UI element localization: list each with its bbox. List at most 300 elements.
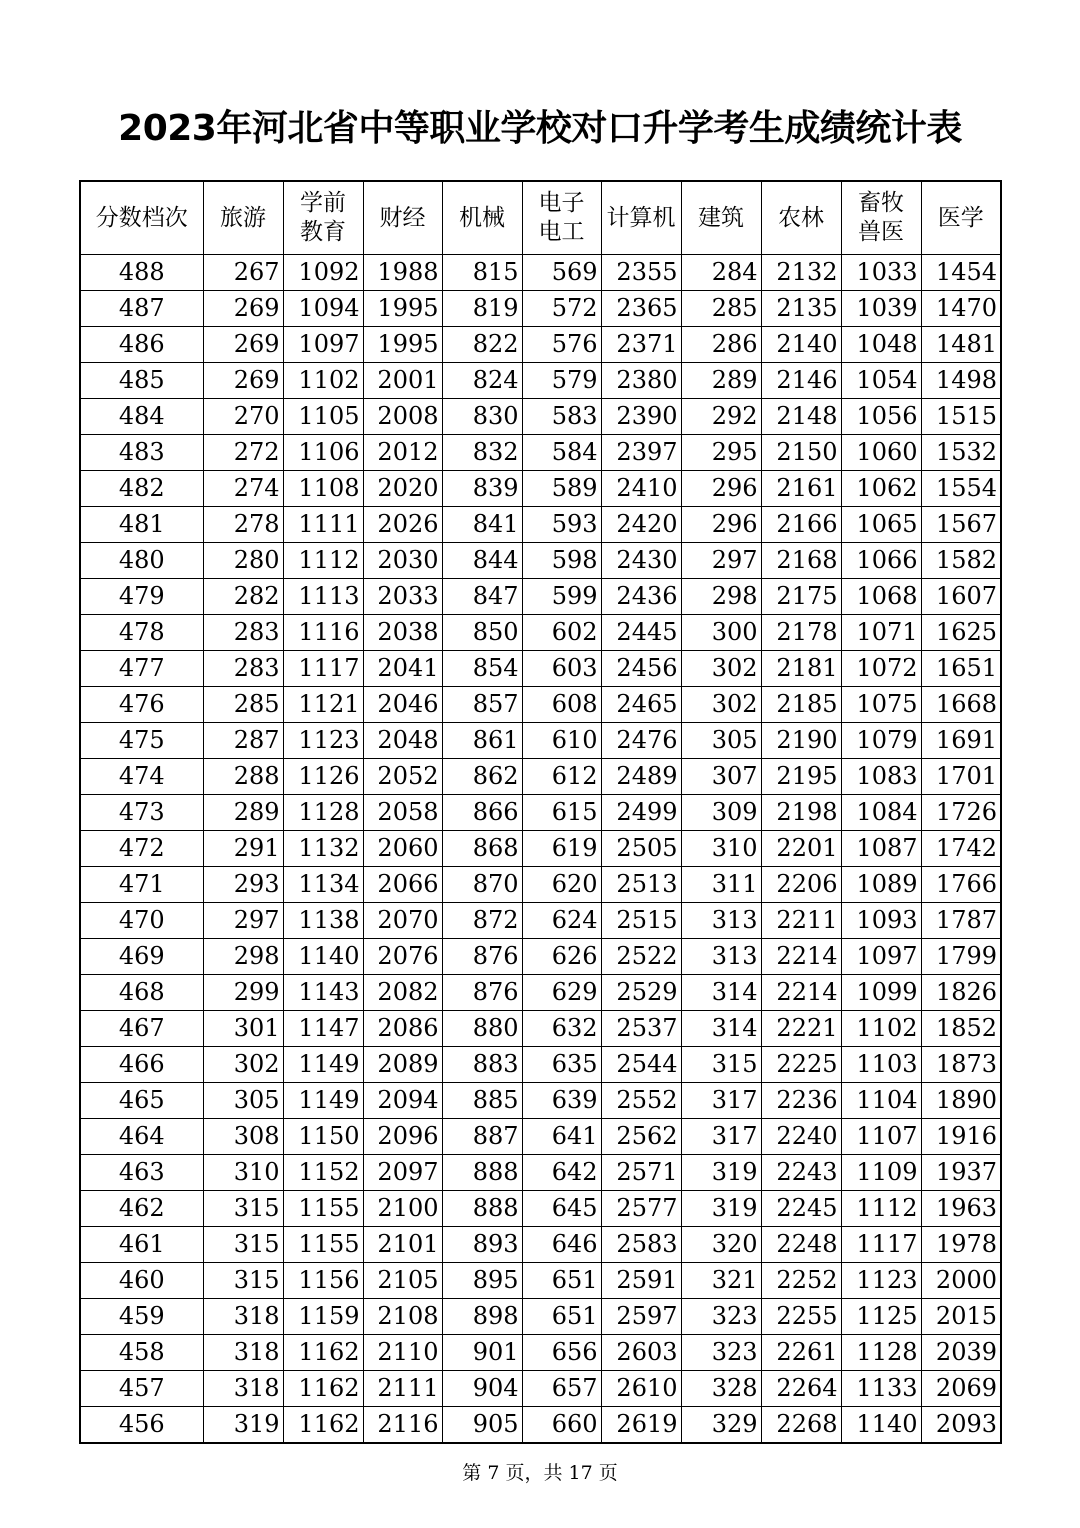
column-header-label: 机械 bbox=[459, 204, 505, 231]
table-row bbox=[80, 939, 1001, 975]
table-cell: 2597 bbox=[601, 1299, 681, 1335]
table-cell: 1117 bbox=[841, 1227, 921, 1263]
table-cell: 2195 bbox=[761, 759, 841, 795]
table-cell: 2140 bbox=[761, 327, 841, 363]
table-cell: 1123 bbox=[283, 723, 363, 759]
column-header bbox=[761, 181, 841, 255]
score-level-cell: 483 bbox=[80, 435, 203, 471]
table-cell: 1099 bbox=[841, 975, 921, 1011]
table-cell: 2097 bbox=[363, 1155, 442, 1191]
table-cell: 1089 bbox=[841, 867, 921, 903]
table-cell: 2039 bbox=[921, 1335, 1001, 1371]
table-body bbox=[80, 255, 1001, 1444]
table-cell: 2093 bbox=[921, 1407, 1001, 1444]
table-row bbox=[80, 1119, 1001, 1155]
table-cell: 569 bbox=[522, 255, 601, 291]
table-cell: 2544 bbox=[601, 1047, 681, 1083]
table-cell: 272 bbox=[203, 435, 283, 471]
table-cell: 296 bbox=[681, 507, 761, 543]
table-row bbox=[80, 1335, 1001, 1371]
table-cell: 1097 bbox=[283, 327, 363, 363]
table-cell: 2089 bbox=[363, 1047, 442, 1083]
table-cell: 660 bbox=[522, 1407, 601, 1444]
table-cell: 2100 bbox=[363, 1191, 442, 1227]
table-cell: 2041 bbox=[363, 651, 442, 687]
table-cell: 815 bbox=[442, 255, 522, 291]
table-cell: 583 bbox=[522, 399, 601, 435]
table-cell: 1150 bbox=[283, 1119, 363, 1155]
table-row bbox=[80, 1263, 1001, 1299]
table-cell: 2436 bbox=[601, 579, 681, 615]
table-cell: 284 bbox=[681, 255, 761, 291]
table-cell: 1033 bbox=[841, 255, 921, 291]
table-cell: 2012 bbox=[363, 435, 442, 471]
table-cell: 314 bbox=[681, 1011, 761, 1047]
table-cell: 624 bbox=[522, 903, 601, 939]
table-cell: 308 bbox=[203, 1119, 283, 1155]
table-cell: 1651 bbox=[921, 651, 1001, 687]
table-cell: 2264 bbox=[761, 1371, 841, 1407]
table-cell: 646 bbox=[522, 1227, 601, 1263]
table-row bbox=[80, 1407, 1001, 1444]
table-cell: 2371 bbox=[601, 327, 681, 363]
page-title: 2023年河北省中等职业学校对口升学考生成绩统计表 bbox=[118, 108, 962, 149]
table-cell: 857 bbox=[442, 687, 522, 723]
table-cell: 2610 bbox=[601, 1371, 681, 1407]
table-cell: 830 bbox=[442, 399, 522, 435]
table-cell: 2135 bbox=[761, 291, 841, 327]
table-cell: 289 bbox=[681, 363, 761, 399]
column-header bbox=[601, 181, 681, 255]
table-row bbox=[80, 435, 1001, 471]
table-cell: 1554 bbox=[921, 471, 1001, 507]
column-header bbox=[442, 181, 522, 255]
table-cell: 626 bbox=[522, 939, 601, 975]
table-cell: 839 bbox=[442, 471, 522, 507]
table-row bbox=[80, 1299, 1001, 1335]
score-level-cell: 456 bbox=[80, 1407, 203, 1444]
table-cell: 299 bbox=[203, 975, 283, 1011]
score-level-cell: 474 bbox=[80, 759, 203, 795]
table-cell: 1470 bbox=[921, 291, 1001, 327]
table-cell: 904 bbox=[442, 1371, 522, 1407]
table-cell: 2069 bbox=[921, 1371, 1001, 1407]
table-cell: 2111 bbox=[363, 1371, 442, 1407]
table-cell: 893 bbox=[442, 1227, 522, 1263]
table-cell: 1083 bbox=[841, 759, 921, 795]
table-cell: 315 bbox=[203, 1191, 283, 1227]
table-row bbox=[80, 363, 1001, 399]
table-cell: 315 bbox=[203, 1227, 283, 1263]
column-header-label: 教育 bbox=[300, 219, 346, 245]
table-cell: 1109 bbox=[841, 1155, 921, 1191]
table-cell: 2146 bbox=[761, 363, 841, 399]
table-cell: 269 bbox=[203, 291, 283, 327]
table-cell: 2355 bbox=[601, 255, 681, 291]
table-cell: 289 bbox=[203, 795, 283, 831]
table-row bbox=[80, 471, 1001, 507]
table-cell: 1123 bbox=[841, 1263, 921, 1299]
table-cell: 1995 bbox=[363, 291, 442, 327]
table-cell: 2060 bbox=[363, 831, 442, 867]
table-cell: 1125 bbox=[841, 1299, 921, 1335]
table-cell: 2577 bbox=[601, 1191, 681, 1227]
table-cell: 1147 bbox=[283, 1011, 363, 1047]
table-cell: 2076 bbox=[363, 939, 442, 975]
table-cell: 302 bbox=[203, 1047, 283, 1083]
table-cell: 2026 bbox=[363, 507, 442, 543]
table-cell: 286 bbox=[681, 327, 761, 363]
score-level-cell: 475 bbox=[80, 723, 203, 759]
table-cell: 305 bbox=[203, 1083, 283, 1119]
table-cell: 2380 bbox=[601, 363, 681, 399]
table-cell: 602 bbox=[522, 615, 601, 651]
table-cell: 610 bbox=[522, 723, 601, 759]
table-cell: 295 bbox=[681, 435, 761, 471]
table-cell: 1066 bbox=[841, 543, 921, 579]
column-header bbox=[80, 181, 203, 255]
table-cell: 1117 bbox=[283, 651, 363, 687]
table-cell: 645 bbox=[522, 1191, 601, 1227]
table-cell: 822 bbox=[442, 327, 522, 363]
table-row bbox=[80, 1011, 1001, 1047]
table-cell: 1062 bbox=[841, 471, 921, 507]
table-cell: 1143 bbox=[283, 975, 363, 1011]
table-cell: 603 bbox=[522, 651, 601, 687]
table-cell: 2420 bbox=[601, 507, 681, 543]
table-cell: 2445 bbox=[601, 615, 681, 651]
table-cell: 584 bbox=[522, 435, 601, 471]
table-cell: 318 bbox=[203, 1299, 283, 1335]
table-cell: 310 bbox=[681, 831, 761, 867]
table-cell: 2255 bbox=[761, 1299, 841, 1335]
table-cell: 2168 bbox=[761, 543, 841, 579]
table-cell: 2150 bbox=[761, 435, 841, 471]
score-level-cell: 463 bbox=[80, 1155, 203, 1191]
table-cell: 1766 bbox=[921, 867, 1001, 903]
table-cell: 1963 bbox=[921, 1191, 1001, 1227]
table-cell: 315 bbox=[681, 1047, 761, 1083]
table-cell: 1995 bbox=[363, 327, 442, 363]
table-cell: 1048 bbox=[841, 327, 921, 363]
column-header-label: 电工 bbox=[538, 219, 585, 245]
table-cell: 282 bbox=[203, 579, 283, 615]
score-level-cell: 469 bbox=[80, 939, 203, 975]
table-cell: 1133 bbox=[841, 1371, 921, 1407]
table-cell: 1937 bbox=[921, 1155, 1001, 1191]
table-cell: 2268 bbox=[761, 1407, 841, 1444]
table-cell: 1149 bbox=[283, 1047, 363, 1083]
column-header bbox=[681, 181, 761, 255]
table-cell: 854 bbox=[442, 651, 522, 687]
table-cell: 1140 bbox=[283, 939, 363, 975]
score-level-cell: 479 bbox=[80, 579, 203, 615]
score-level-cell: 467 bbox=[80, 1011, 203, 1047]
score-level-cell: 485 bbox=[80, 363, 203, 399]
table-cell: 1625 bbox=[921, 615, 1001, 651]
table-cell: 2178 bbox=[761, 615, 841, 651]
table-cell: 1093 bbox=[841, 903, 921, 939]
table-cell: 1134 bbox=[283, 867, 363, 903]
table-cell: 317 bbox=[681, 1119, 761, 1155]
table-cell: 298 bbox=[203, 939, 283, 975]
table-cell: 2499 bbox=[601, 795, 681, 831]
table-cell: 1162 bbox=[283, 1407, 363, 1444]
score-level-cell: 484 bbox=[80, 399, 203, 435]
table-cell: 1039 bbox=[841, 291, 921, 327]
table-cell: 1515 bbox=[921, 399, 1001, 435]
table-cell: 1056 bbox=[841, 399, 921, 435]
page-footer: 第 7 页，共 17 页 bbox=[462, 1462, 618, 1484]
table-cell: 2513 bbox=[601, 867, 681, 903]
score-statistics-table bbox=[79, 180, 1002, 1444]
table-cell: 2522 bbox=[601, 939, 681, 975]
column-header bbox=[363, 181, 442, 255]
score-level-cell: 482 bbox=[80, 471, 203, 507]
table-cell: 2248 bbox=[761, 1227, 841, 1263]
table-cell: 2201 bbox=[761, 831, 841, 867]
table-row bbox=[80, 1155, 1001, 1191]
table-cell: 1106 bbox=[283, 435, 363, 471]
table-cell: 1607 bbox=[921, 579, 1001, 615]
table-cell: 888 bbox=[442, 1191, 522, 1227]
table-row bbox=[80, 399, 1001, 435]
table-cell: 278 bbox=[203, 507, 283, 543]
score-level-cell: 473 bbox=[80, 795, 203, 831]
score-level-cell: 459 bbox=[80, 1299, 203, 1335]
table-cell: 297 bbox=[203, 903, 283, 939]
table-cell: 2489 bbox=[601, 759, 681, 795]
table-cell: 287 bbox=[203, 723, 283, 759]
table-cell: 572 bbox=[522, 291, 601, 327]
table-cell: 1162 bbox=[283, 1335, 363, 1371]
table-cell: 1097 bbox=[841, 939, 921, 975]
table-cell: 1094 bbox=[283, 291, 363, 327]
table-cell: 2166 bbox=[761, 507, 841, 543]
table-cell: 2571 bbox=[601, 1155, 681, 1191]
table-cell: 2583 bbox=[601, 1227, 681, 1263]
table-cell: 2030 bbox=[363, 543, 442, 579]
table-cell: 269 bbox=[203, 327, 283, 363]
table-cell: 2430 bbox=[601, 543, 681, 579]
table-cell: 269 bbox=[203, 363, 283, 399]
table-cell: 319 bbox=[203, 1407, 283, 1444]
table-cell: 1102 bbox=[283, 363, 363, 399]
score-level-cell: 461 bbox=[80, 1227, 203, 1263]
table-cell: 2020 bbox=[363, 471, 442, 507]
table-cell: 1132 bbox=[283, 831, 363, 867]
table-cell: 2046 bbox=[363, 687, 442, 723]
table-cell: 2365 bbox=[601, 291, 681, 327]
table-cell: 2094 bbox=[363, 1083, 442, 1119]
table-cell: 598 bbox=[522, 543, 601, 579]
table-cell: 635 bbox=[522, 1047, 601, 1083]
score-level-cell: 477 bbox=[80, 651, 203, 687]
table-cell: 2456 bbox=[601, 651, 681, 687]
table-cell: 615 bbox=[522, 795, 601, 831]
table-cell: 328 bbox=[681, 1371, 761, 1407]
table-cell: 2082 bbox=[363, 975, 442, 1011]
table-cell: 844 bbox=[442, 543, 522, 579]
table-cell: 310 bbox=[203, 1155, 283, 1191]
table-cell: 296 bbox=[681, 471, 761, 507]
table-cell: 868 bbox=[442, 831, 522, 867]
table-row bbox=[80, 507, 1001, 543]
table-cell: 1104 bbox=[841, 1083, 921, 1119]
table-cell: 1065 bbox=[841, 507, 921, 543]
table-cell: 2252 bbox=[761, 1263, 841, 1299]
table-cell: 1582 bbox=[921, 543, 1001, 579]
column-header-label: 旅游 bbox=[220, 204, 266, 231]
table-cell: 1691 bbox=[921, 723, 1001, 759]
column-header-label: 电子 bbox=[538, 190, 585, 216]
score-level-cell: 470 bbox=[80, 903, 203, 939]
table-cell: 1079 bbox=[841, 723, 921, 759]
table-cell: 2070 bbox=[363, 903, 442, 939]
table-cell: 2619 bbox=[601, 1407, 681, 1444]
table-cell: 2390 bbox=[601, 399, 681, 435]
table-cell: 267 bbox=[203, 255, 283, 291]
table-cell: 2198 bbox=[761, 795, 841, 831]
table-cell: 2185 bbox=[761, 687, 841, 723]
table-row bbox=[80, 687, 1001, 723]
table-cell: 657 bbox=[522, 1371, 601, 1407]
table-cell: 2033 bbox=[363, 579, 442, 615]
table-cell: 1155 bbox=[283, 1227, 363, 1263]
table-cell: 2211 bbox=[761, 903, 841, 939]
table-cell: 883 bbox=[442, 1047, 522, 1083]
table-cell: 888 bbox=[442, 1155, 522, 1191]
table-cell: 2110 bbox=[363, 1335, 442, 1371]
table-row bbox=[80, 1371, 1001, 1407]
table-cell: 1060 bbox=[841, 435, 921, 471]
table-cell: 323 bbox=[681, 1299, 761, 1335]
table-cell: 1567 bbox=[921, 507, 1001, 543]
table-cell: 1155 bbox=[283, 1191, 363, 1227]
table-cell: 2161 bbox=[761, 471, 841, 507]
table-cell: 832 bbox=[442, 435, 522, 471]
table-cell: 2214 bbox=[761, 939, 841, 975]
table-cell: 270 bbox=[203, 399, 283, 435]
table-cell: 1498 bbox=[921, 363, 1001, 399]
table-cell: 872 bbox=[442, 903, 522, 939]
table-cell: 876 bbox=[442, 939, 522, 975]
table-cell: 880 bbox=[442, 1011, 522, 1047]
table-cell: 2181 bbox=[761, 651, 841, 687]
table-cell: 642 bbox=[522, 1155, 601, 1191]
table-cell: 291 bbox=[203, 831, 283, 867]
table-cell: 283 bbox=[203, 651, 283, 687]
column-header-label: 医学 bbox=[937, 204, 984, 231]
table-cell: 320 bbox=[681, 1227, 761, 1263]
column-header bbox=[283, 181, 363, 255]
table-cell: 2214 bbox=[761, 975, 841, 1011]
table-cell: 861 bbox=[442, 723, 522, 759]
table-cell: 2537 bbox=[601, 1011, 681, 1047]
table-row bbox=[80, 255, 1001, 291]
table-cell: 2243 bbox=[761, 1155, 841, 1191]
table-cell: 1092 bbox=[283, 255, 363, 291]
column-header-label: 兽医 bbox=[858, 219, 904, 245]
table-row bbox=[80, 867, 1001, 903]
score-level-cell: 476 bbox=[80, 687, 203, 723]
table-row bbox=[80, 1227, 1001, 1263]
table-row bbox=[80, 975, 1001, 1011]
table-cell: 319 bbox=[681, 1191, 761, 1227]
table-row bbox=[80, 615, 1001, 651]
table-cell: 1116 bbox=[283, 615, 363, 651]
table-row bbox=[80, 1191, 1001, 1227]
table-cell: 579 bbox=[522, 363, 601, 399]
table-cell: 895 bbox=[442, 1263, 522, 1299]
table-cell: 2410 bbox=[601, 471, 681, 507]
table-cell: 2221 bbox=[761, 1011, 841, 1047]
table-cell: 1787 bbox=[921, 903, 1001, 939]
table-cell: 1454 bbox=[921, 255, 1001, 291]
table-row bbox=[80, 831, 1001, 867]
table-cell: 315 bbox=[203, 1263, 283, 1299]
table-cell: 651 bbox=[522, 1299, 601, 1335]
table-cell: 309 bbox=[681, 795, 761, 831]
table-cell: 1826 bbox=[921, 975, 1001, 1011]
table-cell: 1111 bbox=[283, 507, 363, 543]
table-cell: 2245 bbox=[761, 1191, 841, 1227]
table-cell: 318 bbox=[203, 1335, 283, 1371]
table-cell: 307 bbox=[681, 759, 761, 795]
score-level-cell: 472 bbox=[80, 831, 203, 867]
table-row bbox=[80, 795, 1001, 831]
table-cell: 1107 bbox=[841, 1119, 921, 1155]
table-cell: 2052 bbox=[363, 759, 442, 795]
table-cell: 2096 bbox=[363, 1119, 442, 1155]
table-cell: 1852 bbox=[921, 1011, 1001, 1047]
table-cell: 620 bbox=[522, 867, 601, 903]
table-cell: 280 bbox=[203, 543, 283, 579]
table-row bbox=[80, 759, 1001, 795]
table-cell: 2261 bbox=[761, 1335, 841, 1371]
table-cell: 824 bbox=[442, 363, 522, 399]
score-level-cell: 465 bbox=[80, 1083, 203, 1119]
column-header bbox=[203, 181, 283, 255]
table-cell: 1726 bbox=[921, 795, 1001, 831]
table-cell: 1481 bbox=[921, 327, 1001, 363]
table-cell: 841 bbox=[442, 507, 522, 543]
table-cell: 1084 bbox=[841, 795, 921, 831]
table-cell: 589 bbox=[522, 471, 601, 507]
column-header-label: 畜牧 bbox=[858, 190, 904, 216]
column-header-label: 分数档次 bbox=[95, 204, 188, 231]
table-cell: 285 bbox=[681, 291, 761, 327]
table-cell: 301 bbox=[203, 1011, 283, 1047]
table-cell: 1149 bbox=[283, 1083, 363, 1119]
table-cell: 1087 bbox=[841, 831, 921, 867]
table-cell: 2058 bbox=[363, 795, 442, 831]
table-cell: 302 bbox=[681, 651, 761, 687]
table-cell: 1121 bbox=[283, 687, 363, 723]
table-cell: 311 bbox=[681, 867, 761, 903]
score-level-cell: 458 bbox=[80, 1335, 203, 1371]
table-cell: 2008 bbox=[363, 399, 442, 435]
table-cell: 2190 bbox=[761, 723, 841, 759]
table-cell: 1532 bbox=[921, 435, 1001, 471]
table-cell: 1890 bbox=[921, 1083, 1001, 1119]
table-row bbox=[80, 1083, 1001, 1119]
table-cell: 1701 bbox=[921, 759, 1001, 795]
table-cell: 283 bbox=[203, 615, 283, 651]
table-cell: 1072 bbox=[841, 651, 921, 687]
table-cell: 314 bbox=[681, 975, 761, 1011]
table-cell: 1108 bbox=[283, 471, 363, 507]
